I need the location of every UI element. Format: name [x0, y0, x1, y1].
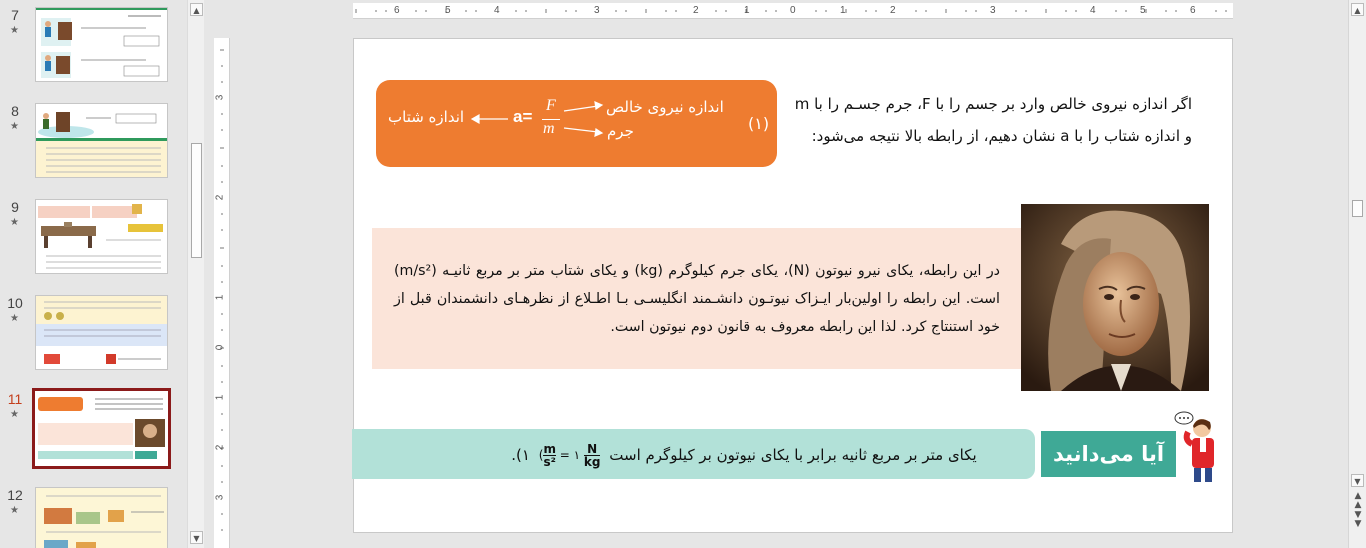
animation-star-icon: ★: [10, 121, 19, 132]
scroll-up-arrow-icon[interactable]: ▲: [1351, 3, 1364, 16]
thinking-person-icon: [1170, 410, 1228, 484]
animation-star-icon: ★: [10, 313, 19, 324]
ruler-label: 6: [394, 5, 400, 16]
slide-number: 12: [7, 487, 23, 503]
ruler-label: 2: [214, 194, 226, 201]
eq-end: ۱).: [511, 446, 530, 464]
ruler-label: 2: [214, 444, 226, 451]
ruler-label: 4: [494, 5, 500, 16]
did-you-know-sentence: یکای متر بر مربع ثانیه برابر با یکای نیوتون بر کیلوگرم است: [609, 446, 977, 464]
animation-star-icon: ★: [10, 217, 19, 228]
scroll-down-arrow-icon[interactable]: ▼: [190, 531, 203, 544]
slide-preview[interactable]: [35, 7, 168, 82]
ruler-label: 0: [790, 5, 796, 16]
previous-slide-icon[interactable]: ▲ ▲: [1354, 491, 1362, 510]
newton-portrait-image[interactable]: [1021, 204, 1209, 391]
fraction-numerator: F: [546, 97, 556, 114]
did-you-know-text: [464, 443, 1024, 468]
slide-number: 8: [11, 103, 19, 119]
slide-number: 10: [7, 295, 23, 311]
ruler-label: 2: [693, 5, 699, 16]
slide-preview[interactable]: [35, 103, 168, 178]
slide-canvas[interactable]: [353, 38, 1233, 533]
scrollbar-thumb[interactable]: [1352, 200, 1363, 217]
next-slide-icon[interactable]: ▼ ▼: [1354, 510, 1362, 529]
scroll-up-arrow-icon[interactable]: ▲: [190, 3, 203, 16]
ruler-label: 3: [990, 5, 996, 16]
vertical-ruler[interactable]: [214, 38, 230, 548]
slide-number: 7: [11, 7, 19, 23]
fraction-denominator: m: [543, 120, 555, 137]
unit-equation: ( $\frac{m}{\text{s²}}$ = ۱ $\frac{N}{kg}$: [538, 442, 601, 469]
slide-preview-selected[interactable]: [32, 388, 171, 469]
explanation-paragraph: در این رابطه، یکای نیرو نیوتون (N)، یکای جرم کیلوگرم (kg) و یکای شتاب متر بر مربع ثانیـه (m/s²) است. این رابطه را اولین‌بار ایـزاک نیوتـون دانشـمند انگلیسـی بـا اطـلاع از نظرهـای دانشمندان قبل از خود استنتاج کرد. لذا این رابطه معروف به قانون دوم نیوتون است.: [394, 263, 1000, 335]
slide-preview[interactable]: [35, 199, 168, 274]
animation-star-icon: ★: [10, 409, 19, 420]
ruler-label: 1: [214, 294, 226, 301]
animation-star-icon: ★: [10, 505, 19, 516]
formula-box[interactable]: [376, 80, 777, 167]
intro-paragraph: اگر اندازه نیروی خالص وارد بر جسم را با F، جرم جسـم را با m و اندازه شتاب را با a نشان دهیم، از رابطه بالا نتیجه می‌شود:: [794, 95, 1192, 145]
slide-scrollbar[interactable]: [1348, 0, 1366, 548]
ruler-label: 5: [1140, 5, 1146, 16]
eq-denominator: kg: [583, 455, 601, 469]
ruler-label: 6: [1190, 5, 1196, 16]
mass-label: جرم: [607, 122, 634, 140]
animation-star-icon: ★: [10, 25, 19, 36]
slide-thumbnail-pane: [0, 0, 187, 548]
acceleration-label: اندازه شتاب: [388, 108, 465, 126]
eq-middle: = ۱: [555, 448, 584, 462]
slide-preview[interactable]: [35, 295, 168, 370]
eq-denominator: s²: [543, 455, 556, 469]
force-label: اندازه نیروی خالص: [606, 98, 724, 116]
eq-numerator: m: [543, 442, 556, 456]
did-you-know-badge[interactable]: آیا می‌دانید: [1041, 431, 1176, 477]
eq-numerator: N: [584, 443, 601, 456]
ruler-label: 1: [214, 394, 226, 401]
scroll-down-arrow-icon[interactable]: ▼: [1351, 474, 1364, 487]
equation-number: (۱): [748, 114, 770, 133]
slide-preview[interactable]: [35, 487, 168, 548]
formula-arrows: [376, 80, 777, 167]
thumbnail-scrollbar[interactable]: [187, 0, 204, 548]
slide-number: 9: [11, 199, 19, 215]
ruler-label: 0: [214, 344, 226, 351]
ruler-label: 5: [445, 5, 451, 16]
ruler-label: 3: [594, 5, 600, 16]
equation-lhs: a=: [513, 107, 533, 126]
ruler-label: 3: [214, 94, 226, 101]
scrollbar-thumb[interactable]: [191, 143, 202, 258]
ruler-label: 1: [840, 5, 846, 16]
ruler-label: 1: [744, 5, 750, 16]
slide-number: 11: [7, 391, 23, 407]
ruler-label: 2: [890, 5, 896, 16]
ruler-label: 4: [1090, 5, 1096, 16]
horizontal-ruler[interactable]: [353, 3, 1233, 19]
ruler-label: 3: [214, 494, 226, 501]
